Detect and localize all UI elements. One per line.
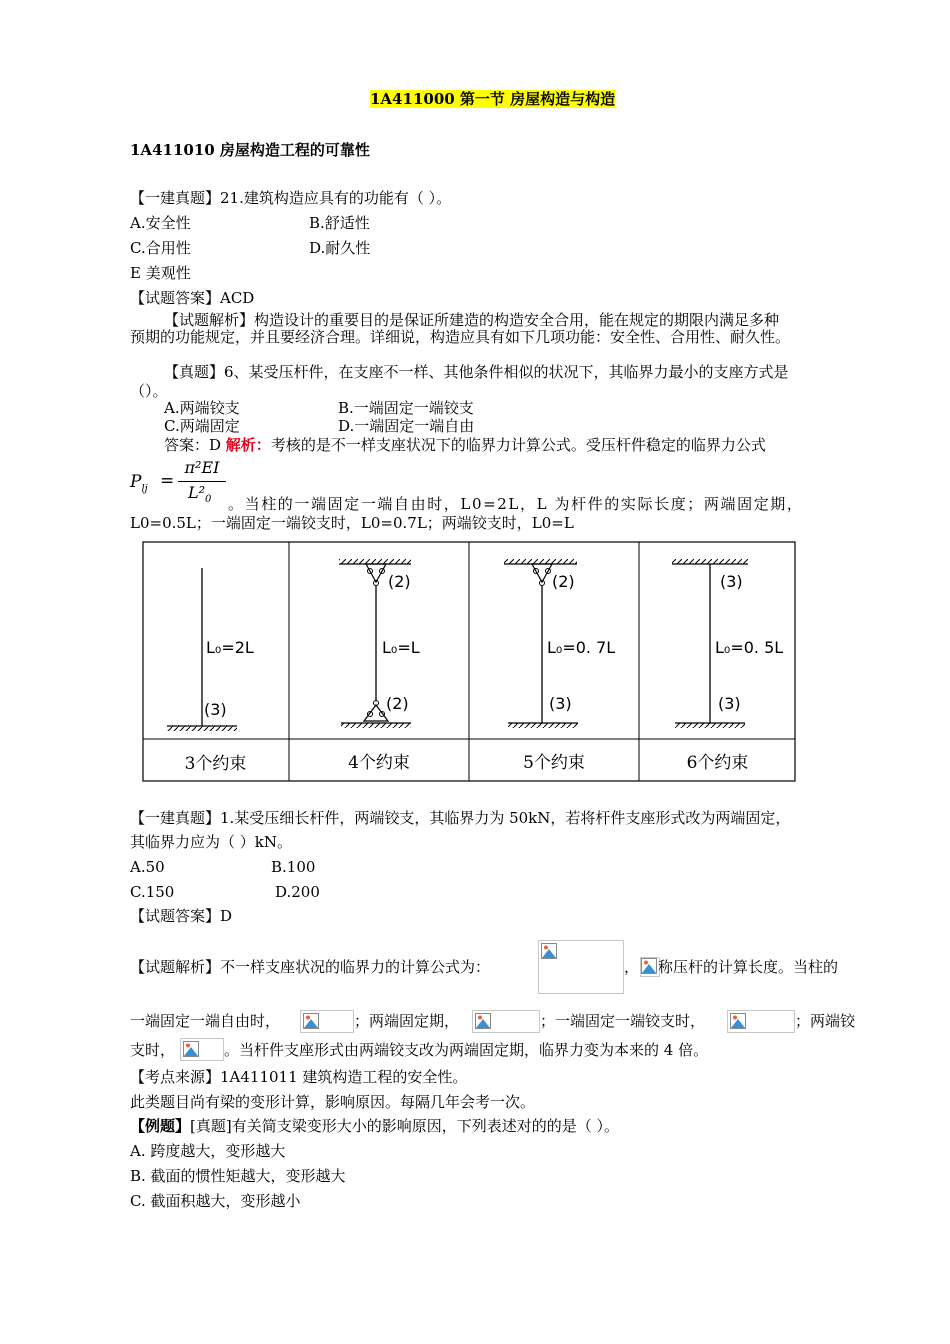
q2-after-line2: L0=0.5L；一端固定一端铰支时，L0=0.7L；两端铰支时，L0=L <box>130 514 574 532</box>
q3-option-b: B.100 <box>271 858 316 876</box>
broken-image-icon <box>303 1013 319 1029</box>
q2-stem-line1: 【真题】6、某受压杆件，在支座不一样、其他条件相似的状况下，其临界力最小的支座方式是 <box>164 363 789 381</box>
panel-4-length: L₀=0. 5L <box>715 638 784 657</box>
constraint-figure-svg <box>142 541 796 783</box>
q3-stem-line1: 【一建真题】1.某受压细长杆件，两端铰支，其临界力为 50kN，若将杆件支座形式改为两端固定， <box>130 809 791 827</box>
panel-2-label: 4个约束 <box>348 753 410 773</box>
panel-1-label: 3个约束 <box>184 754 247 774</box>
q2-after-line1: 。当柱的一端固定一端自由时，L0=2L，L 为杆件的实际长度；两端固定期， <box>228 495 804 513</box>
formula-denominator: L² <box>188 483 206 502</box>
q4-stem-label: 【例题】 <box>130 1117 191 1135</box>
q1-option-d: D.耐久性 <box>309 239 371 257</box>
panel-2-bottom-mark: (2) <box>386 694 409 713</box>
broken-image-icon <box>183 1041 199 1057</box>
q3-stem-line2: 其临界力应为（ ）kN。 <box>130 833 292 851</box>
q3-answer: 【试题答案】D <box>130 907 233 925</box>
q2-option-b: B.一端固定一端铰支 <box>338 399 474 417</box>
formula-image-placeholder <box>727 1010 795 1033</box>
q4-stem-text: [真题]有关简支梁变形大小的影响原因，下列表述对的的是（ ）。 <box>190 1117 619 1135</box>
q4-option-a: A. 跨度越大，变形越大 <box>130 1142 286 1160</box>
page-title-text: 1A411000 第一节 房屋构造与构造 <box>370 90 616 108</box>
q1-analysis-line1: 【试题解析】构造设计的重要目的是保证所建造的构造安全合用，能在规定的期限内满足多种 <box>164 311 780 329</box>
formula-image-placeholder <box>300 1010 354 1033</box>
q3-option-c: C.150 <box>130 883 175 901</box>
broken-image-icon <box>730 1013 746 1029</box>
q4-option-b: B. 截面的惯性矩越大，变形越大 <box>130 1167 346 1185</box>
q2-stem-line2: （）。 <box>130 382 168 400</box>
q3-line2-d: ；两端铰 <box>795 1012 856 1030</box>
q2-analysis-label: 解析： <box>225 436 271 454</box>
formula-numerator: π²EI <box>184 458 220 477</box>
q2-answer: 答案：D <box>164 436 226 454</box>
q2-option-a: A.两端铰支 <box>164 399 240 417</box>
q3-option-d: D.200 <box>275 883 320 901</box>
panel-4-top-mark: (3) <box>720 572 743 591</box>
formula-image-placeholder <box>180 1038 224 1061</box>
q1-option-b: B.舒适性 <box>309 214 370 232</box>
q3-note: 此类题目尚有梁的变形计算，影响原因。每隔几年会考一次。 <box>130 1093 536 1111</box>
panel-3-label: 5个约束 <box>523 753 585 773</box>
panel-2-length: L₀=L <box>382 638 420 657</box>
q2-answer-line <box>164 435 766 455</box>
q3-analysis-a: 【试题解析】不一样支座状况的临界力的计算公式为： <box>130 958 491 976</box>
broken-image-icon <box>541 943 557 959</box>
l0-image-placeholder <box>640 957 660 977</box>
q2-option-c: C.两端固定 <box>164 417 240 435</box>
q1-stem: 【一建真题】21.建筑构造应具有的功能有（ ）。 <box>130 189 452 207</box>
panel-2-top-mark: (2) <box>388 572 411 591</box>
panel-4-bottom-mark: (3) <box>718 694 741 713</box>
q3-line2-b: ；两端固定期， <box>354 1012 460 1030</box>
q2-option-d: D.一端固定一端自由 <box>338 417 475 435</box>
q1-option-e: E 美观性 <box>130 264 191 282</box>
q3-line3-a: 支时， <box>130 1041 176 1059</box>
formula-fraction-bar <box>178 481 226 482</box>
q3-analysis-b: ， <box>624 958 640 976</box>
q1-answer: 【试题答案】ACD <box>130 289 255 307</box>
page-title <box>370 89 615 109</box>
panel-1-length: L₀=2L <box>206 638 254 657</box>
broken-image-icon <box>475 1013 491 1029</box>
q3-analysis-c: 称压杆的计算长度。当柱的 <box>658 958 839 976</box>
q3-source: 【考点来源】1A411011 建筑构造工程的安全性。 <box>130 1068 468 1086</box>
panel-1-bottom-mark: (3) <box>204 700 227 719</box>
formula-denominator-sub: 0 <box>205 494 212 506</box>
q3-option-a: A.50 <box>130 858 165 876</box>
formula-image-placeholder <box>538 940 624 994</box>
q4-option-c: C. 截面积越大，变形越小 <box>130 1192 301 1210</box>
formula-image-placeholder <box>472 1010 540 1033</box>
section-title: 1A411010 房屋构造工程的可靠性 <box>130 141 370 159</box>
q3-line3-b: 。当杆件支座形式由两端铰支改为两端固定期，临界力变为本来的 4 倍。 <box>224 1041 709 1059</box>
q4-stem <box>130 1116 619 1136</box>
formula-lhs-sub: lj <box>141 483 148 495</box>
broken-image-icon <box>641 958 657 974</box>
q1-option-c: C.合用性 <box>130 239 191 257</box>
panel-3-top-mark: (2) <box>552 572 575 591</box>
q3-line2-c: ；一端固定一端铰支时， <box>540 1012 706 1030</box>
q1-analysis-line2: 预期的功能规定，并且要经济合理。详细说，构造应具有如下几项功能：安全性、合用性、耐久性。 <box>130 328 791 346</box>
panel-3-length: L₀=0. 7L <box>547 638 616 657</box>
panel-3-bottom-mark: (3) <box>549 694 572 713</box>
q3-line2-a: 一端固定一端自由时， <box>130 1012 281 1030</box>
formula-lhs: P <box>130 472 142 492</box>
q1-option-a: A.安全性 <box>130 214 191 232</box>
panel-4-label: 6个约束 <box>686 753 749 773</box>
constraint-figure <box>142 541 796 783</box>
q2-analysis-text: 考核的是不一样支座状况下的临界力计算公式。受压杆件稳定的临界力公式 <box>270 436 766 454</box>
